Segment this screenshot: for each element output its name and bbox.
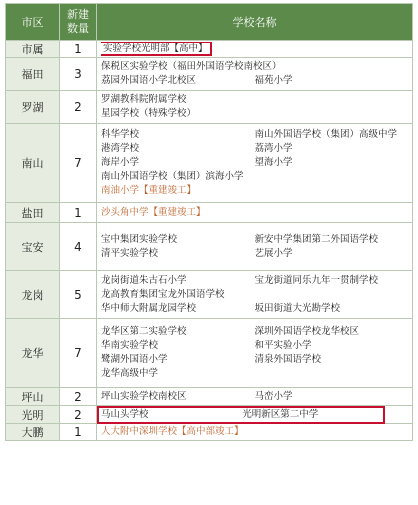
- school-name-text: 望海小学: [254, 157, 293, 168]
- school-name-text: 龙华区第二实验学校: [101, 326, 187, 337]
- school-name-text: 鹭湖外国语小学: [101, 354, 168, 365]
- school-name: [101, 60, 408, 74]
- district-cell: 福田: [6, 58, 60, 91]
- school-line: [101, 425, 408, 439]
- school-name-text: 港湾学校: [101, 143, 140, 154]
- school-line: [101, 128, 408, 142]
- new-schools-table: [5, 3, 413, 441]
- school-name-text: 宝中集团实验学校: [101, 233, 178, 245]
- school-name: [101, 339, 255, 353]
- school-line: [101, 302, 408, 316]
- school-name-text: 南油小学【重建竣工】: [101, 185, 197, 196]
- school-name: [255, 233, 409, 247]
- schools-cell: [97, 319, 413, 388]
- schools-cell: [97, 124, 413, 203]
- school-name: [255, 353, 409, 367]
- school-name: [255, 247, 409, 261]
- school-name-text: 荔园外国语小学北校区: [101, 75, 197, 86]
- school-name-text: 南山外国语学校（集团）高级中学: [254, 129, 398, 140]
- count-cell: 7: [60, 319, 97, 388]
- school-name-text: 清泉外国语学校: [254, 354, 322, 365]
- table-row: [6, 388, 413, 406]
- school-name-text: 科华学校: [101, 129, 140, 140]
- schools-cell: [97, 203, 413, 223]
- school-name-text: 龙华高级中学: [101, 368, 159, 379]
- schools-cell: [97, 41, 413, 58]
- header-district: 市区: [6, 4, 60, 41]
- school-line: [101, 74, 408, 88]
- school-name: [101, 74, 255, 88]
- school-name: [255, 156, 409, 170]
- school-line: [101, 325, 408, 339]
- table-row: [6, 319, 413, 388]
- district-cell: 光明: [6, 406, 60, 424]
- district-cell: 坪山: [6, 388, 60, 406]
- school-name-text: 实验学校光明部【高中】: [103, 43, 208, 54]
- table-row: [6, 424, 413, 441]
- table-row: [6, 203, 413, 223]
- header-schools: 学校名称: [97, 4, 413, 41]
- count-cell: 2: [60, 406, 97, 424]
- school-name-text: 光明新区第二中学: [242, 408, 319, 420]
- district-cell: 罗湖: [6, 91, 60, 124]
- header-count-line2: 数量: [67, 22, 89, 35]
- school-name-text: 罗湖教科院附属学校: [101, 94, 187, 105]
- school-name-text: 新安中学集团第二外国语学校: [254, 233, 379, 245]
- school-line: [101, 339, 408, 353]
- school-name: [255, 142, 409, 156]
- count-cell: 1: [60, 203, 97, 223]
- school-name: [101, 170, 408, 184]
- school-line: [101, 60, 408, 74]
- count-cell: 3: [60, 58, 97, 91]
- table-row: [6, 406, 413, 424]
- school-name-text: 坂田街道大光勘学校: [254, 302, 341, 314]
- school-name: [255, 74, 409, 88]
- school-line: [101, 274, 408, 288]
- table-row: [6, 271, 413, 319]
- district-cell: 龙华: [6, 319, 60, 388]
- school-line: [101, 107, 408, 121]
- district-cell: 南山: [6, 124, 60, 203]
- school-name: [255, 128, 409, 142]
- count-cell: 1: [60, 424, 97, 441]
- district-cell: 宝安: [6, 223, 60, 271]
- school-name-text: 宝龙街道同乐九年一贯制学校: [254, 274, 379, 286]
- school-name-text: 保税区实验学校（福田外国语学校南校区）: [101, 61, 282, 72]
- school-line: [101, 170, 408, 184]
- table-body: [6, 41, 413, 441]
- school-name-text: 龙岗街道朱古石小学: [101, 274, 187, 286]
- district-cell: 龙岗: [6, 271, 60, 319]
- school-line: [101, 142, 408, 156]
- school-name: [101, 128, 255, 142]
- school-name-text: 马山头学校: [101, 408, 149, 420]
- school-name: [101, 233, 255, 247]
- school-name-text: 南山外国语学校（集团）滨海小学: [101, 171, 244, 182]
- school-name-text: 沙头角中学【重建竣工】: [101, 206, 206, 218]
- school-line: [101, 206, 408, 220]
- school-name: [101, 184, 408, 198]
- schools-cell: [97, 406, 413, 424]
- school-name-text: 华南实验学校: [101, 340, 159, 351]
- school-line: [101, 390, 408, 404]
- table-row: [6, 124, 413, 203]
- school-name-text: 华中师大附属龙园学校: [101, 302, 197, 314]
- district-cell: 市属: [6, 41, 60, 58]
- school-name: [101, 93, 408, 107]
- school-name-text: 清平实验学校: [101, 247, 159, 259]
- school-name: [101, 408, 242, 422]
- schools-cell: [97, 58, 413, 91]
- district-cell: 盐田: [6, 203, 60, 223]
- table-row: [6, 58, 413, 91]
- school-name-text: 海岸小学: [101, 157, 140, 168]
- school-name-text: 和平实验小学: [254, 340, 312, 351]
- count-cell: 7: [60, 124, 97, 203]
- schools-cell: [97, 91, 413, 124]
- schools-cell: [97, 388, 413, 406]
- school-name: [255, 302, 409, 316]
- school-name: [101, 142, 255, 156]
- school-name: [255, 274, 409, 288]
- header-count: [60, 4, 97, 41]
- school-name: [255, 390, 409, 404]
- school-line: [101, 156, 408, 170]
- school-name: [101, 353, 255, 367]
- school-line: [101, 233, 408, 247]
- count-cell: 2: [60, 91, 97, 124]
- school-name: [101, 156, 255, 170]
- table-row: [6, 41, 413, 58]
- school-name: [242, 408, 383, 422]
- school-table-frame: [5, 3, 413, 500]
- school-name: [101, 274, 255, 288]
- school-name: [101, 107, 408, 121]
- school-line: [101, 288, 408, 302]
- school-line: [101, 184, 408, 198]
- school-line: [101, 353, 408, 367]
- school-name: [101, 425, 408, 439]
- header-count-line1: 新建: [67, 8, 89, 21]
- school-line: [101, 93, 408, 107]
- count-cell: 4: [60, 223, 97, 271]
- school-name-text: 龙高教育集团宝龙外国语学校: [101, 288, 225, 300]
- school-name: [255, 339, 409, 353]
- school-name-text: 星园学校（特殊学校）: [101, 108, 197, 119]
- school-name: [101, 390, 255, 404]
- school-name-text: 人大附中深圳学校【高中部竣工】: [101, 426, 244, 437]
- table-header-row: [6, 4, 413, 41]
- school-line: [101, 247, 408, 261]
- school-name: [101, 42, 255, 56]
- school-name: [101, 367, 408, 381]
- school-name-text: 艺展小学: [254, 247, 293, 259]
- schools-cell: [97, 424, 413, 441]
- school-line: [101, 367, 408, 381]
- school-name: [101, 288, 408, 302]
- count-cell: 5: [60, 271, 97, 319]
- school-name: [101, 247, 255, 261]
- school-name-text: 坪山实验学校南校区: [101, 390, 187, 402]
- school-name-text: 福苑小学: [254, 75, 293, 86]
- schools-cell: [97, 271, 413, 319]
- table-row: [6, 223, 413, 271]
- school-name-text: 马峦小学: [254, 390, 293, 402]
- district-cell: 大鹏: [6, 424, 60, 441]
- count-cell: 1: [60, 41, 97, 58]
- school-line: [101, 408, 383, 422]
- count-cell: 2: [60, 388, 97, 406]
- table-row: [6, 91, 413, 124]
- school-name: [255, 325, 409, 339]
- school-name: [101, 302, 255, 316]
- schools-cell: [97, 223, 413, 271]
- school-name: [101, 325, 255, 339]
- school-name-text: 深圳外国语学校龙华校区: [254, 326, 360, 337]
- school-name: [101, 206, 408, 220]
- school-name-text: 荔湾小学: [254, 143, 293, 154]
- school-line: [101, 42, 408, 56]
